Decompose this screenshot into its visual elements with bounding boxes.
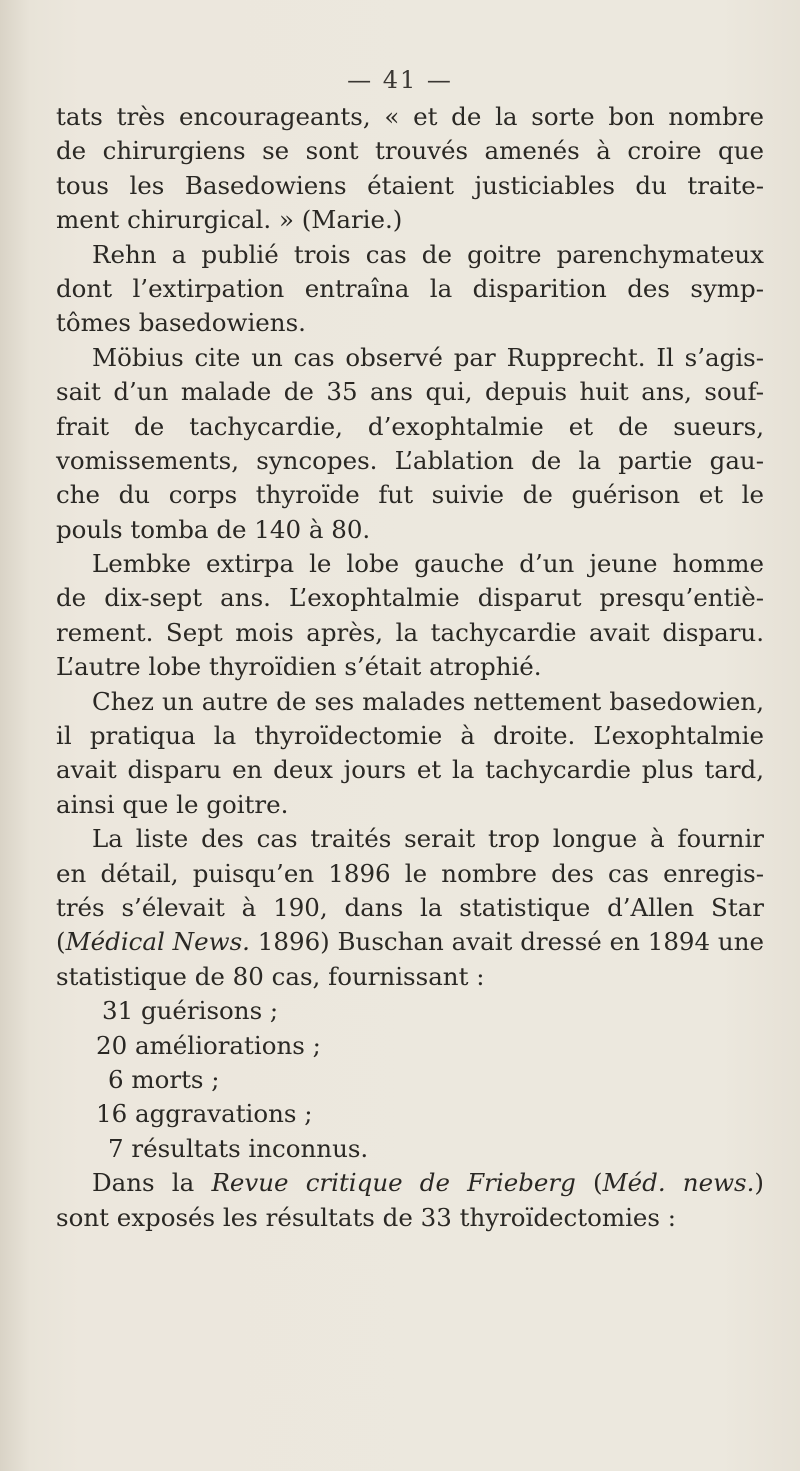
text-line: L’autre lobe thyroïdien s’était atrophié. xyxy=(56,652,542,682)
text-line: sait d’un malade de 35 ans qui, depuis huit ans, souf- xyxy=(56,377,764,407)
text-fragment: Dans la xyxy=(92,1168,212,1198)
journal-title: Revue critique de Frieberg xyxy=(211,1168,576,1198)
list-item: 16 aggravations ; xyxy=(96,1099,313,1129)
text-line: de chirurgiens se sont trouvés amenés à croire que xyxy=(56,136,764,166)
text-line xyxy=(56,1166,764,1200)
text-line: Chez un autre de ses malades nettement basedowien, xyxy=(92,686,764,716)
text-line: sont exposés les résultats de 33 thyroïdectomies : xyxy=(56,1202,677,1232)
text-line: tats très encourageants, « et de la sorte bon nombre xyxy=(56,102,764,131)
text-line xyxy=(56,925,764,959)
text-line: trés s’élevait à 190, dans la statistique d’Allen Star xyxy=(56,892,764,922)
page-number: — 41 — xyxy=(347,66,453,94)
list-item: 20 améliorations ; xyxy=(96,1030,321,1060)
text-line: frait de tachycardie, d’exophtalmie et de sueurs, xyxy=(56,411,764,441)
text-fragment: 1896) Buschan avait dressé en 1894 une xyxy=(249,927,764,957)
journal-title: Médical News. xyxy=(65,927,250,957)
text-line: Lembke extirpa le lobe gauche d’un jeune homme xyxy=(92,549,764,579)
text-line: Rehn a publié trois cas de goitre parenchymateux xyxy=(92,239,764,269)
text-line: en détail, puisqu’en 1896 le nombre des cas enregis- xyxy=(56,858,764,888)
text-line: ainsi que le goitre. xyxy=(56,789,289,819)
text-line: vomissements, syncopes. L’ablation de la partie gau- xyxy=(56,445,764,475)
text-line: pouls tomba de 140 à 80. xyxy=(56,514,371,544)
journal-title: Méd. news. xyxy=(602,1168,755,1198)
open-paren: ( xyxy=(56,927,66,957)
list-item: 7 résultats inconnus. xyxy=(108,1133,369,1163)
list-item: 6 morts ; xyxy=(108,1064,220,1094)
text-fragment: ) xyxy=(754,1168,764,1198)
text-line: il pratiqua la thyroïdectomie à droite. L’exophtalmie xyxy=(56,721,764,751)
text-line: de dix-sept ans. L’exophtalmie disparut presqu’entiè- xyxy=(56,583,764,613)
list-item: 31 guérisons ; xyxy=(102,996,279,1026)
text-line: rement. Sept mois après, la tachycardie avait disparu. xyxy=(56,617,764,647)
text-line: avait disparu en deux jours et la tachycardie plus tard, xyxy=(56,755,764,785)
text-line: tômes basedowiens. xyxy=(56,308,306,338)
text-line: tous les Basedowiens étaient justiciables du traite- xyxy=(56,170,764,200)
text-fragment: ( xyxy=(575,1168,603,1198)
body-text xyxy=(56,100,764,1235)
text-line: dont l’extirpation entraîna la disparition des symp- xyxy=(56,273,764,303)
text-line: statistique de 80 cas, fournissant : xyxy=(56,961,485,991)
text-line: Möbius cite un cas observé par Rupprecht. Il s’agis- xyxy=(92,342,764,372)
text-line: ment chirurgical. » (Marie.) xyxy=(56,205,403,235)
text-line: che du corps thyroïde fut suivie de guérison et le xyxy=(56,480,764,510)
text-line: La liste des cas traités serait trop longue à fournir xyxy=(92,824,764,854)
